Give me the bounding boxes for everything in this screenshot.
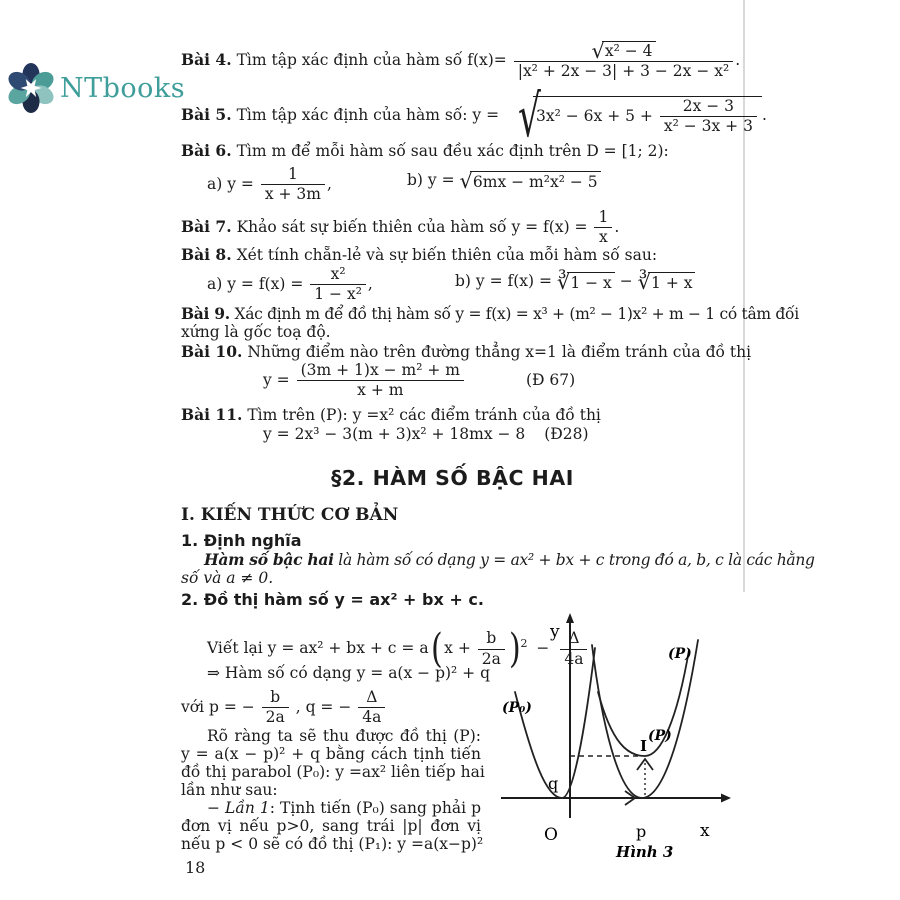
with-fraction-2 — [358, 689, 385, 727]
problem-6a-comma: , — [326, 174, 332, 193]
arrow-line: ⇒ Hàm số có dạng y = a(x − p)² + q — [207, 664, 491, 682]
problem-11-ref: (Đ28) — [544, 425, 589, 443]
problem-6b — [407, 171, 601, 191]
section-part-1: I. KIẾN THỨC CƠ BẢN — [181, 505, 399, 525]
problem-7-label: Bài 7. — [181, 216, 232, 236]
graph-heading: 2. Đồ thị hàm số y = ax² + bx + c. — [181, 590, 484, 609]
problem-6 — [181, 141, 669, 160]
problem-10-den: x + m — [357, 381, 404, 400]
p-label: p — [636, 822, 647, 841]
problem-5-text: Tìm tập xác định của hàm số: y = — [236, 105, 500, 124]
problem-10-num: (3m + 1)x − m² + m — [297, 362, 464, 381]
lan-1-italic: Lần 1 — [225, 799, 270, 817]
problem-7-num: 1 — [594, 209, 612, 228]
with-line — [181, 689, 387, 727]
x-axis-arrow — [721, 794, 731, 803]
problem-10-text: Những điểm nào trên đường thẳng x=1 là điểm tránh của đồ thị — [247, 343, 752, 361]
problem-4-label: Bài 4. — [181, 49, 232, 69]
problem-11-label: Bài 11. — [181, 405, 243, 424]
problem-5-den: x² − 3x + 3 — [663, 117, 753, 136]
with-mid: , q = − — [295, 697, 352, 716]
problem-10-formula — [263, 362, 575, 400]
x-axis-label: x — [700, 821, 710, 841]
p-curve-label-mid: (P) — [648, 728, 672, 744]
problem-10-eq: y = — [263, 370, 290, 389]
problem-4-denominator: |x² + 2x − 3| + 3 − 2x − x² — [517, 62, 730, 81]
problem-10-ref: (Đ 67) — [525, 370, 576, 389]
problem-4-period: . — [735, 50, 741, 69]
problem-6a-den: x + 3m — [264, 185, 321, 204]
rewrite-minus: − — [536, 639, 550, 658]
problem-6-label: Bài 6. — [181, 141, 232, 160]
ntbooks-logo-text: NTbooks — [60, 72, 186, 104]
problem-7 — [181, 209, 619, 247]
f1-den: 2a — [481, 649, 501, 668]
problem-5 — [181, 81, 767, 150]
paragraph-line-3: đồ thị parabol (P₀): y =ax² liên tiếp hai — [181, 763, 485, 781]
problem-6b-lead: b) y = — [407, 171, 455, 189]
problem-5-label: Bài 5. — [181, 104, 232, 124]
definition-line2: số và a ≠ 0. — [181, 569, 274, 587]
problem-9-line2 — [181, 323, 331, 341]
with-fraction-1 — [262, 689, 289, 727]
problem-5-num: 2x − 3 — [660, 98, 757, 117]
q-label: q — [548, 774, 559, 793]
problem-7-den: x — [599, 228, 608, 247]
f3-num: b — [262, 689, 289, 708]
paragraph-line-5 — [181, 799, 481, 817]
problem-8-text: Xét tính chẵn-lẻ và sự biến thiên của mỗi hàm số sau: — [236, 246, 658, 264]
definition-term: Hàm số bậc hai — [204, 550, 334, 569]
paragraph-line-6: đơn vị nếu p>0, sang trái |p| đơn vị — [181, 817, 481, 835]
problem-8a-fraction — [310, 266, 366, 304]
problem-8a-den: 1 − x² — [314, 285, 362, 304]
problem-9-line1 — [181, 304, 799, 323]
problem-8a-comma: , — [367, 274, 373, 293]
problem-8a-lead: a) y = f(x) = — [207, 274, 304, 293]
problem-4 — [181, 38, 741, 81]
problem-11-line2 — [263, 425, 589, 443]
problem-5-period: . — [761, 105, 767, 124]
problem-8b-radical-2: ∛1 + x — [638, 272, 696, 292]
problem-4-radicand: x² − 4 — [602, 41, 656, 60]
f2-num: Δ — [560, 630, 587, 649]
problem-10-line1 — [181, 342, 751, 361]
problem-11-text: Tìm trên (P): y =x² các điểm tránh của đồ thị — [247, 406, 601, 424]
definition-heading: 1. Định nghĩa — [181, 531, 302, 550]
page-number: 18 — [185, 858, 206, 877]
p-curve-label-top: (P) — [668, 646, 692, 662]
f1-num: b — [478, 630, 505, 649]
problem-10-fraction — [297, 362, 464, 400]
problem-5-radicand: 3x² − 6x + 5 + — [536, 106, 653, 125]
ntbooks-logo — [6, 62, 185, 114]
with-lead: với p = − — [181, 697, 255, 716]
vertex-i-label: I — [640, 737, 648, 755]
problem-6b-radicand: 6mx − m²x² − 5 — [470, 171, 601, 191]
squared-sup: 2 — [520, 637, 528, 650]
p0-curve-label: (P₀) — [502, 700, 532, 716]
problem-8-label: Bài 8. — [181, 245, 232, 264]
problem-11-line1 — [181, 405, 601, 424]
lan-1-rest: : Tịnh tiến (P₀) sang phải p — [269, 799, 481, 817]
f2-den: 4a — [564, 649, 584, 668]
problem-8b — [455, 272, 695, 292]
problem-6b-radical: √6mx − m²x² − 5 — [460, 171, 601, 191]
rewrite-inner: x + — [444, 639, 471, 658]
problem-7-period: . — [614, 217, 620, 236]
figure-hinh-3 — [488, 608, 750, 868]
rewrite-lead: Viết lại y = ax² + bx + c = a — [207, 639, 429, 658]
problem-7-fraction — [594, 209, 612, 247]
problem-4-text: Tìm tập xác định của hàm số f(x)= — [236, 50, 507, 69]
problem-10-label: Bài 10. — [181, 342, 243, 361]
scan-page-edge — [743, 0, 745, 592]
problem-5-inner-fraction — [660, 98, 757, 136]
problem-6a-fraction — [261, 166, 325, 204]
problem-8b-radical-1: ∛1 − x — [557, 272, 615, 292]
figure-caption: Hình 3 — [616, 843, 674, 861]
problem-7-text: Khảo sát sự biến thiên của hàm số y = f(x) = — [236, 217, 588, 236]
origin-label: O — [544, 825, 558, 845]
ntbooks-knot-icon — [6, 62, 56, 114]
problem-8b-lead: b) y = f(x) = — [455, 272, 552, 290]
problem-6a-lead: a) y = — [207, 174, 254, 193]
problem-6-text: Tìm m để mỗi hàm số sau đều xác định trên D = [1; 2): — [236, 142, 669, 160]
problem-8b-radicand-2: 1 + x — [648, 272, 695, 292]
f4-den: 4a — [362, 708, 382, 727]
section-heading: §2. HÀM SỐ BẬC HAI — [331, 466, 574, 490]
f3-den: 2a — [265, 708, 285, 727]
problem-4-fraction: $\frac{\text{√x² − 4}}{\text{|x² + 2x − 3| + 3 − 2x − x²}}$ — [514, 41, 734, 81]
definition-rest: là hàm số có dạng y = ax² + bx + c trong đó a, b, c là các hằng — [333, 551, 815, 569]
y-axis-arrow — [566, 613, 574, 623]
problem-6a — [207, 166, 332, 204]
problem-6a-num: 1 — [261, 166, 325, 185]
paragraph-line-1: Rõ ràng ta sẽ thu được đồ thị (P): — [207, 727, 481, 745]
definition-line1 — [204, 550, 815, 569]
parabola-figure — [488, 608, 750, 868]
problem-11-formula: y = 2x³ − 3(m + 3)x² + 18mx − 8 — [263, 425, 526, 443]
problem-8b-radicand-1: 1 − x — [567, 272, 614, 292]
problem-8 — [181, 245, 657, 264]
problem-8a-num: x² — [310, 266, 366, 285]
y-axis-label: y — [550, 622, 560, 642]
problem-9-text2: xứng là gốc toạ độ. — [181, 323, 331, 341]
paragraph-line-7: nếu p < 0 sẽ có đồ thị (P₁): y =a(x−p)² — [181, 835, 484, 853]
problem-9-label: Bài 9. — [181, 304, 230, 323]
problem-8b-minus: − — [619, 272, 633, 290]
problem-5-radical: √3x² − 6x + 5 + $\frac{2x - 3}{\text{x² − 3x + 3}}$ — [504, 96, 762, 136]
problem-9-text1: Xác định m để đồ thị hàm số y = f(x) = x³ + (m² − 1)x² + m − 1 có tâm đối — [234, 305, 799, 323]
rewrite-formula: Viết lại y = ax² + bx + c = a( x + $\frac{b}{2a}$ )$^2$ − $\frac{\Delta}{4a}$ — [207, 618, 589, 670]
f4-num: Δ — [358, 689, 385, 708]
paragraph-line-4: lần như sau: — [181, 781, 278, 799]
problem-8a — [207, 266, 373, 304]
dash: − — [207, 799, 226, 817]
paragraph-line-2: y = a(x − p)² + q bằng cách tịnh tiến — [181, 745, 481, 763]
